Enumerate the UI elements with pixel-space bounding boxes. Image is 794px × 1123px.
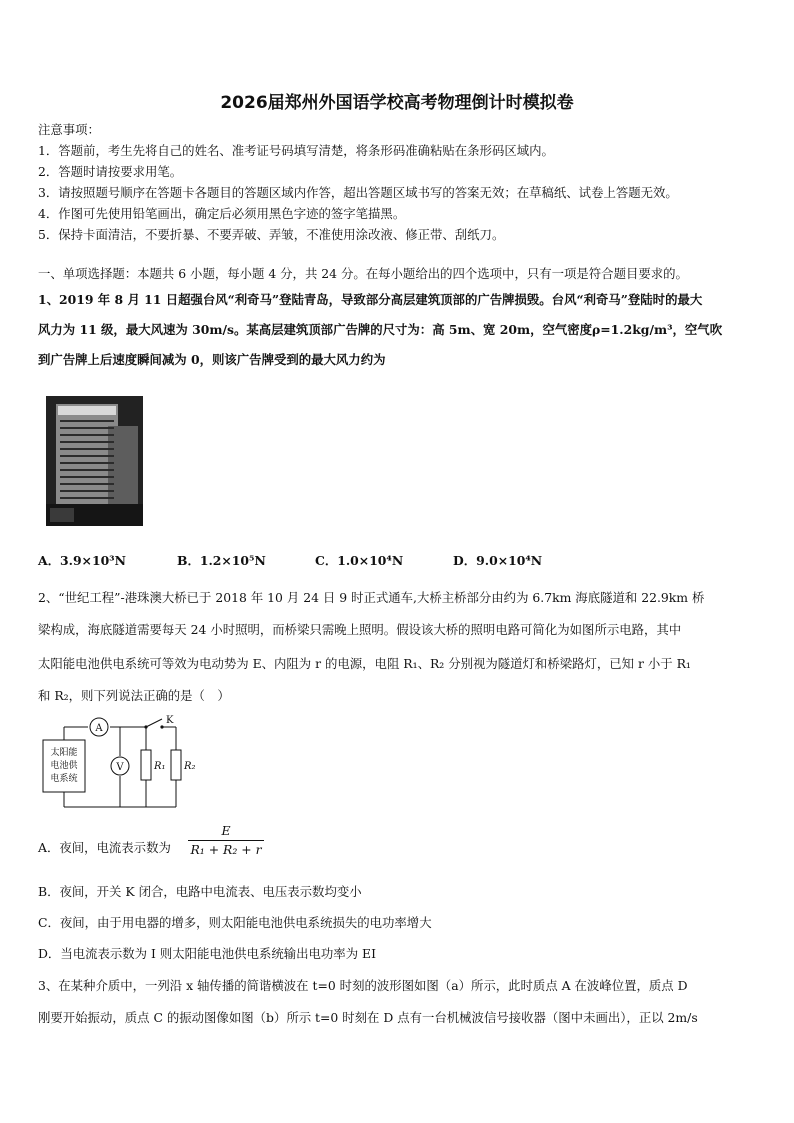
question-2-text: 和 R₂，则下列说法正确的是（ ） [38,688,230,703]
source-label: 电系统 [50,774,78,784]
notice-item: 3．请按照题号顺序在答题卡各题目的答题区域内作答，超出答题区域书写的答案无效；在草稿纸、试卷上答题无效。 [38,185,678,200]
page-title: 2026届郑州外国语学校高考物理倒计时模拟卷 [220,93,574,113]
voltmeter-label: V [116,762,124,773]
question-2-text: 梁构成，海底隧道需要每天 24 小时照明，而桥梁只需晚上照明。假设该大桥的照明电路可简化为如图所示电路，其中 [38,622,682,637]
notice-item: 1．答题前，考生先将自己的姓名、准考证号码填写清楚，将条形码准确粘贴在条形码区域内。 [38,143,554,158]
source-label: 电池供 [50,761,78,771]
resistor-r1-label: R₁ [154,761,166,772]
question-2-option-d: D．当电流表示数为 I 则太阳能电池供电系统输出电功率为 EI [38,946,376,961]
switch-label: K [166,715,174,726]
question-3-text: 刚要开始振动，质点 C 的振动图像如图（b）所示 t=0 时刻在 D 点有一台机械波信号接收器（图中未画出），正以 2m/s [38,1010,698,1025]
question-2-option-c: C．夜间，由于用电器的增多，则太阳能电池供电系统损失的电功率增大 [38,915,432,930]
fraction-numerator: E [221,823,231,838]
notice-item: 5．保持卡面清洁，不要折暴、不要弄破、弄皱，不准使用涂改液、修正带、刮纸刀。 [38,227,505,242]
question-1-text: 到广告牌上后速度瞬间减为 0，则该广告牌受到的最大风力约为 [38,352,386,367]
current-fraction [188,822,264,859]
ammeter-label: A [95,723,103,734]
question-2-text: 2、“世纪工程”-港珠澳大桥已于 2018 年 10 月 24 日 9 时正式通车,大桥主桥部分由约为 6.7km 海底隧道和 22.9km 桥 [38,590,705,605]
question-3-text: 3、在某种介质中，一列沿 x 轴传播的简谐横波在 t=0 时刻的波形图如图（a）所示，此时质点 A 在波峰位置，质点 D [38,978,688,993]
notice-item: 2．答题时请按要求用笔。 [38,164,183,179]
resistor-r2-label: R₂ [184,761,196,772]
notice-heading: 注意事项： [38,122,100,137]
question-1-text: 风力为 11 级，最大风速为 30m/s。某高层建筑顶部广告牌的尺寸为：高 5m、宽 20m，空气密度ρ=1.2kg/m³，空气吹 [38,322,723,337]
source-label: 太阳能 [50,748,78,758]
question-1-option-d: D．9.0×10⁴N [453,553,543,568]
question-1-text: 1、2019 年 8 月 11 日超强台风“利奇马”登陆青岛，导致部分高层建筑顶部的广告牌损毁。台风“利奇马”登陆时的最大 [38,292,703,307]
notice-item: 4．作图可先使用铅笔画出，确定后必须用黑色字迹的签字笔描黑。 [38,206,406,221]
question-1-option-c: C．1.0×10⁴N [315,553,404,568]
question-1-option-a: A．3.9×10³N [38,553,126,568]
question-2-text: 太阳能电池供电系统可等效为电动势为 E、内阻为 r 的电源，电阻 R₁、R₂ 分别视为隧道灯和桥梁路灯，已知 r 小于 R₁ [38,656,691,671]
fraction-denominator: R₁ + R₂ + r [190,842,262,857]
circuit-diagram [38,712,198,812]
question-1-option-b: B．1.2×10⁵N [177,553,266,568]
question-2-option-b: B．夜间，开关 K 闭合，电路中电流表、电压表示数均变小 [38,884,362,899]
building-photo [46,396,143,526]
section-heading: 一、单项选择题：本题共 6 小题，每小题 4 分，共 24 分。在每小题给出的四个选项中，只有一项是符合题目要求的。 [38,266,688,281]
option-a-label: A．夜间，电流表示数为 [38,840,171,855]
